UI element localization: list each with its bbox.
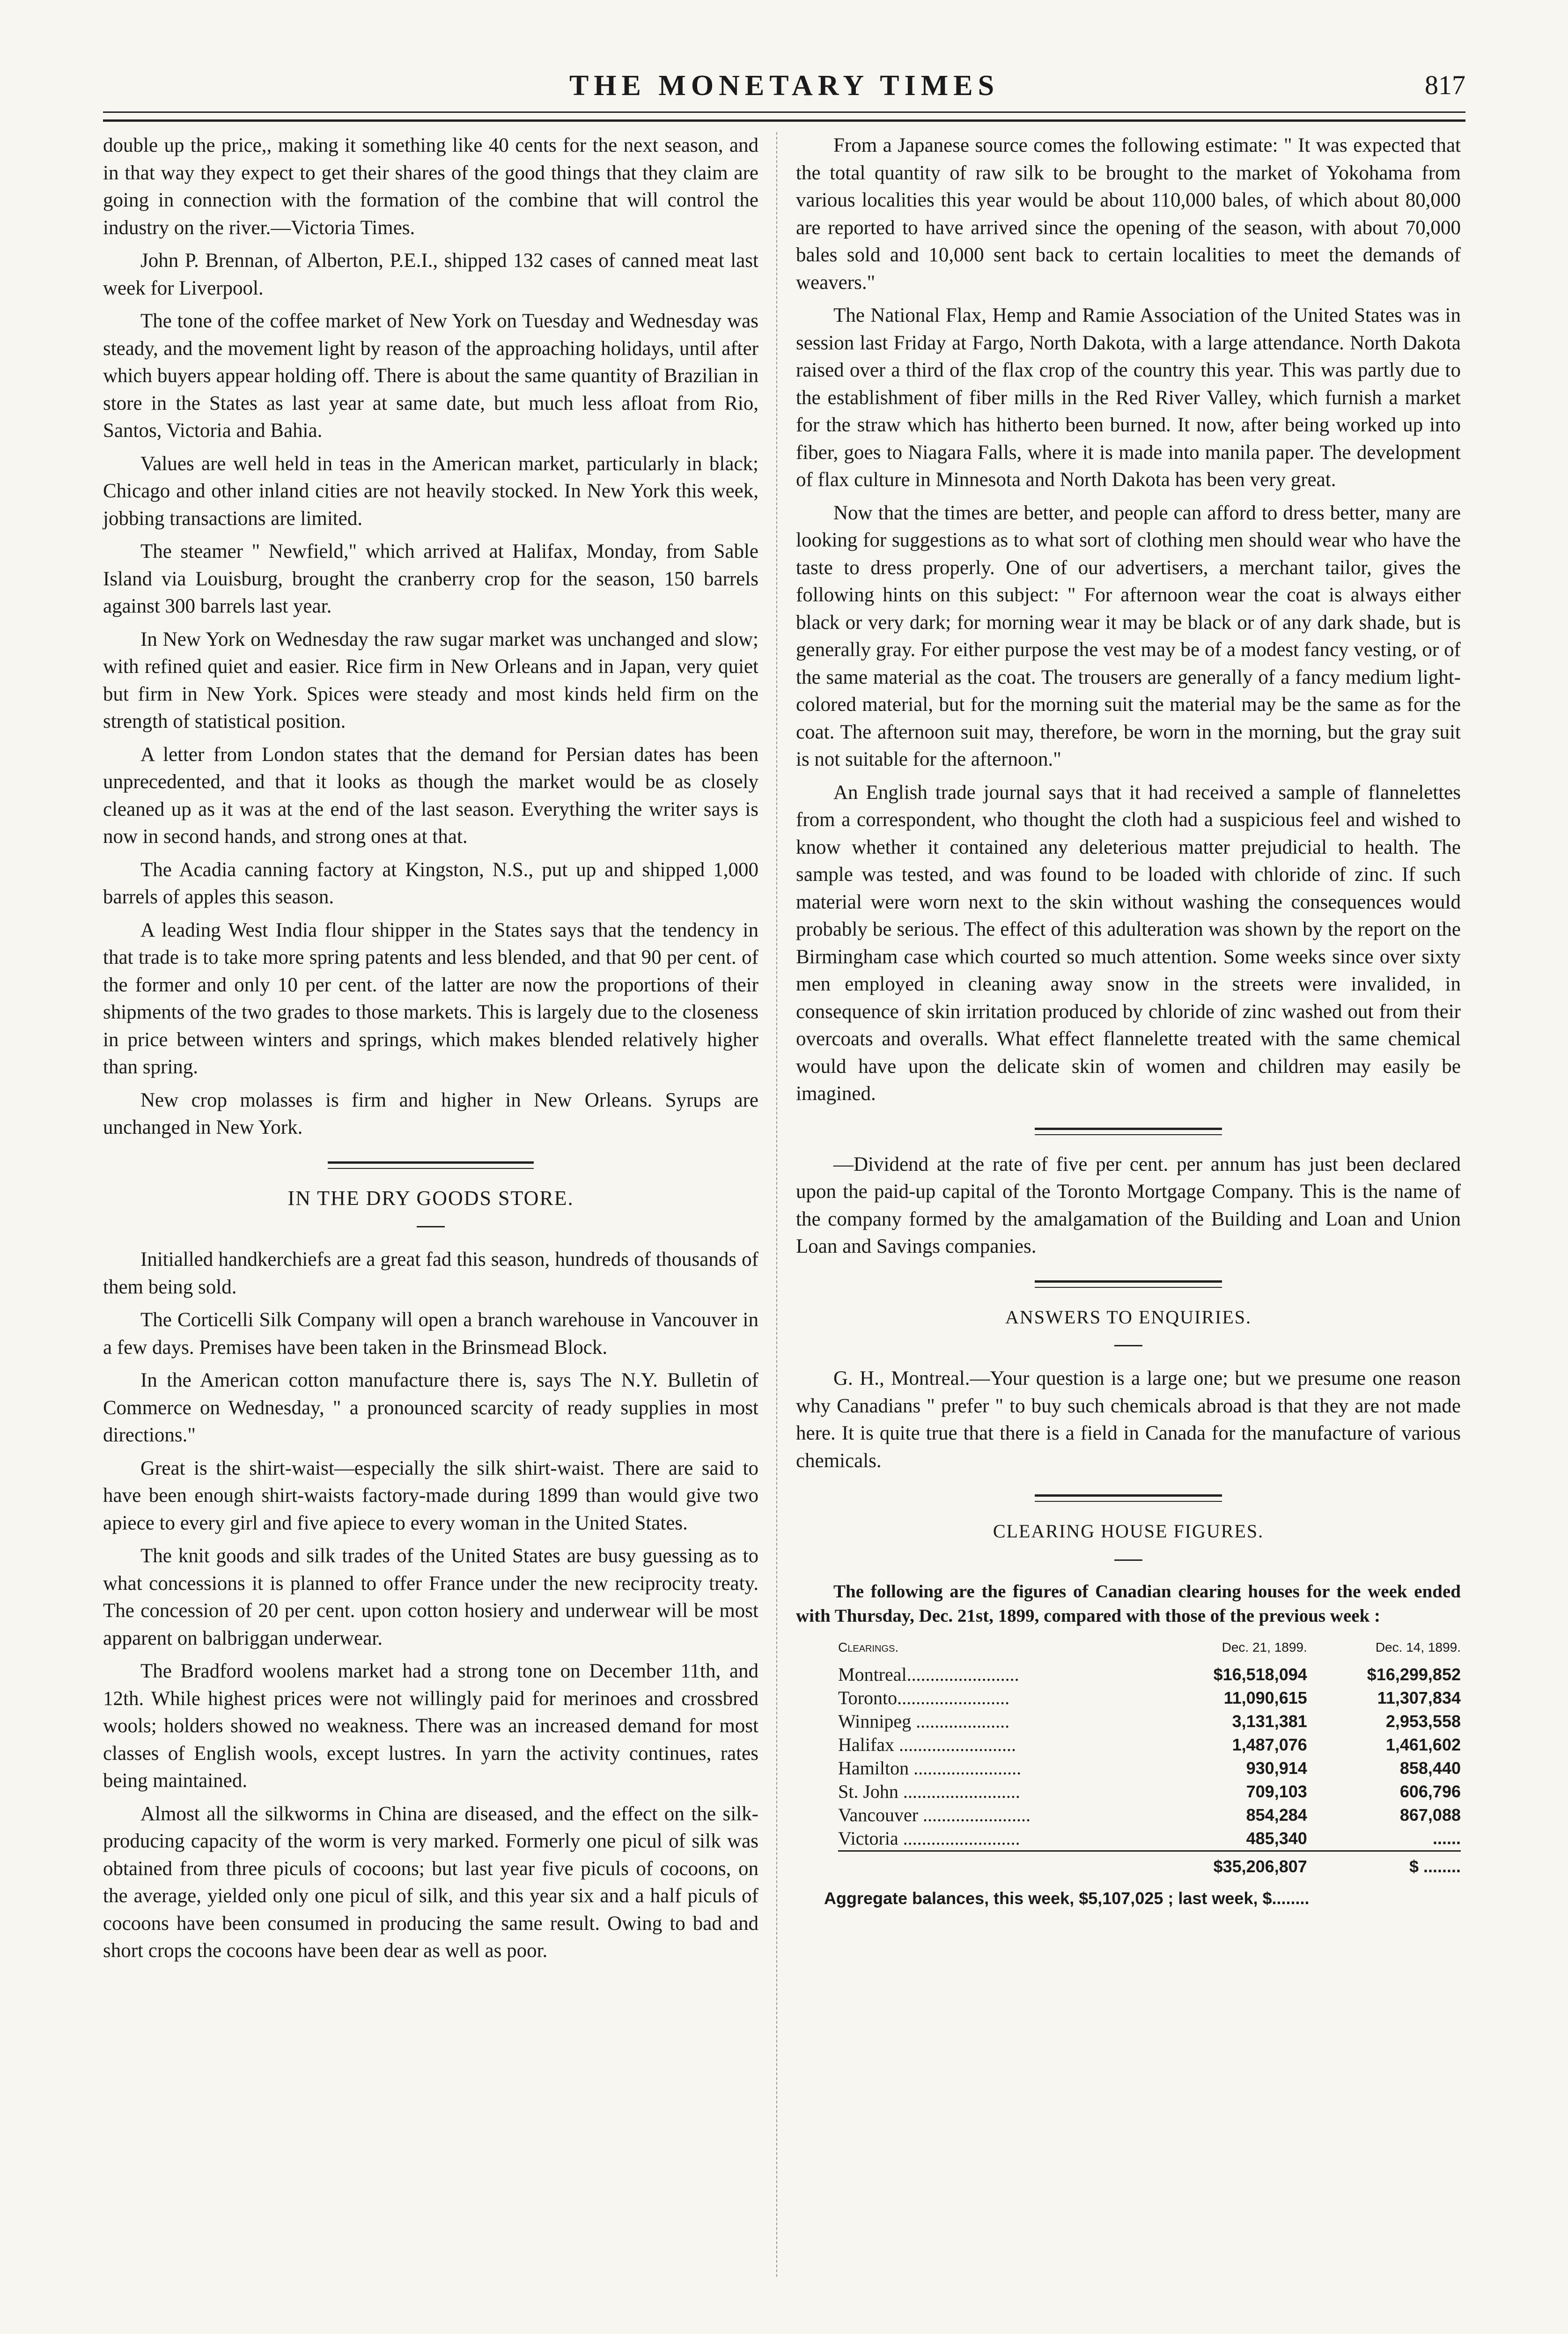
total-current: $35,206,807 <box>1154 1851 1307 1879</box>
article-paragraph: double up the price,, making it something like 40 cents for the next season, and in that way they expect to get their shares of the good things that they claim are going in connection with the formation of the combine that will control the industry on the river.—Victoria Times. <box>103 134 758 239</box>
column-divider <box>776 132 777 2277</box>
article-paragraph: A letter from London states that the demand for Persian dates has been unprecedented, and that it looks as though the market would be as closely cleaned up as it was at the end of the last season. Everything the writer says is now in second hands, and strong ones at that. <box>103 743 758 848</box>
city-name: Toronto........................ <box>838 1687 1010 1708</box>
clearing-previous: 2,953,558 <box>1385 1712 1461 1731</box>
clearing-previous: 867,088 <box>1399 1805 1461 1824</box>
clearing-previous: ...... <box>1432 1829 1461 1848</box>
dry-goods-paragraph: The Bradford woolens market had a strong tone on December 11th, and 12th. While highest prices were not willingly paid for merinoes and crossbred wools; holders showed no weakness. There was an increased demand for most classes of English wools, except lustres. In yarn the activity continues, rates being maintained. <box>103 1660 758 1792</box>
clearing-current: 930,914 <box>1246 1758 1307 1778</box>
article-paragraph: The National Flax, Hemp and Ramie Association of the United States was in session last Friday at Fargo, North Dakota, with a large attendance. North Dakota raised over a third of the flax crop of the country this year. This was partly due to the establishment of fiber mills in the Red River Valley, which furnish a market for the straw which has hitherto been burned. It now, after being worked up into fiber, goes to Niagara Falls, where it is made into manila paper. The development of flax culture in Minnesota and North Dakota has been very great. <box>796 304 1461 491</box>
clearing-current: 854,284 <box>1246 1805 1307 1824</box>
clearing-previous: 858,440 <box>1399 1758 1461 1778</box>
right-column <box>796 132 1461 1913</box>
article-paragraph: The Acadia canning factory at Kingston, N.S., put up and shipped 1,000 barrels of apples this season. <box>103 858 758 908</box>
total-label <box>838 1851 1154 1879</box>
col-header-dec14: Dec. 14, 1899. <box>1375 1640 1461 1654</box>
article-paragraph: An English trade journal says that it had received a sample of flannelettes from a correspondent, who thought the cloth had a suspicious feel and wished to know whether it contained any deleterious matter prejudicial to health. The sample was tested, and was found to be loaded with chloride of zinc. If such material were worn next to the skin without washing the consequences would probably be serious. The effect of this adulteration was shown by the report on the Birmingham case which courted so much attention. Some weeks since over sixty men employed in cleaning away snow in the streets were invalided, in consequence of skin irritation produced by chloride of zinc washed out from their overcoats and overalls. What effect flannelette treated with the same chemical would have upon the delicate skin of women and children may easily be imagined. <box>796 781 1461 1105</box>
masthead-rule <box>103 111 1465 122</box>
table-row <box>838 1710 1461 1733</box>
dry-goods-heading: IN THE DRY GOODS STORE. <box>287 1186 574 1210</box>
section-separator <box>328 1161 534 1169</box>
section-separator <box>1035 1280 1222 1288</box>
heading-underline <box>1114 1345 1142 1346</box>
col-header-dec21: Dec. 21, 1899. <box>1222 1640 1307 1654</box>
dry-goods-paragraph: In the American cotton manufacture there is, says The N.Y. Bulletin of Commerce on Wednesday, " a pronounced scarcity of ready supplies in most directions." <box>103 1369 758 1446</box>
city-name: Montreal........................ <box>838 1664 1019 1685</box>
clearing-previous: $16,299,852 <box>1367 1665 1461 1684</box>
city-name: Vancouver ....................... <box>838 1804 1031 1825</box>
article-paragraph: A leading West India flour shipper in the States says that the tendency in that trade is to take more spring patents and less blended, and that 90 per cent. of the former and only 10 per cent. of the latter are now the proportions of their shipments of the two grades to those markets. This is largely due to the closeness in price between winters and springs, which makes blended relatively higher than spring. <box>103 919 758 1078</box>
table-row <box>838 1757 1461 1780</box>
clearing-current: 485,340 <box>1246 1829 1307 1848</box>
city-name: St. John ......................... <box>838 1781 1020 1802</box>
dry-goods-paragraph: The Corticelli Silk Company will open a branch warehouse in Vancouver in a few days. Premises have been taken in the Brinsmead Block. <box>103 1309 758 1359</box>
city-name: Hamilton ....................... <box>838 1758 1022 1779</box>
masthead-title: THE MONETARY TIMES <box>569 70 1000 102</box>
clearing-current: 3,131,381 <box>1232 1712 1307 1731</box>
dry-goods-paragraph: Almost all the silkworms in China are diseased, and the effect on the silk-producing capacity of the worm is very marked. Formerly one picul of silk was obtained from three piculs of cocoons; but last year five piculs of cocoons, on the average, yielded only one picul of silk, and this year six and a half piculs of cocoons have been consumed in producing the same result. Owing to bad and short crops the cocoons have been dear as well as poor. <box>103 1802 758 1962</box>
city-name: Halifax ......................... <box>838 1734 1016 1755</box>
article-paragraph: Values are well held in teas in the American market, particularly in black; Chicago and other inland cities are not heavily stocked. In New York this week, jobbing transactions are limited. <box>103 452 758 530</box>
table-row <box>838 1663 1461 1686</box>
table-row <box>838 1686 1461 1710</box>
article-paragraph: From a Japanese source comes the following estimate: " It was expected that the total quantity of raw silk to be brought to the market of Yokohama from various localities this year would be about 110,000 bales, of which about 80,000 are reported to have arrived since the opening of the season, with about 70,000 bales sold and 10,000 sent back to certain localities to meet the demands of weavers." <box>796 134 1461 294</box>
article-paragraph: New crop molasses is firm and higher in New Orleans. Syrups are unchanged in New York. <box>103 1089 758 1138</box>
heading-underline <box>417 1226 445 1227</box>
page-number: 817 <box>1425 70 1465 100</box>
table-row <box>838 1780 1461 1803</box>
answers-heading: ANSWERS TO ENQUIRIES. <box>1005 1306 1252 1328</box>
clearing-intro: The following are the figures of Canadian clearing houses for the week ended with Thursday, Dec. 21st, 1899, compared with those of the previous week : <box>796 1581 1461 1626</box>
masthead <box>103 69 1465 107</box>
clearing-heading: CLEARING HOUSE FIGURES. <box>993 1521 1264 1542</box>
clearing-current: $16,518,094 <box>1213 1665 1307 1684</box>
article-paragraph: The tone of the coffee market of New York on Tuesday and Wednesday was steady, and the movement light by reason of the approaching holidays, until after which buyers appear holding off. There is about the same quantity of Brazilian in store in the States as last year at same date, but much less afloat from Rio, Santos, Victoria and Bahia. <box>103 310 758 442</box>
city-name: Winnipeg .................... <box>838 1711 1010 1732</box>
total-previous: $ ........ <box>1307 1851 1461 1879</box>
col-header-clearings: Clearings. <box>838 1640 899 1654</box>
clearing-previous: 1,461,602 <box>1385 1735 1461 1754</box>
clearing-current: 11,090,615 <box>1223 1688 1307 1707</box>
clearing-previous: 606,796 <box>1399 1782 1461 1801</box>
clearing-current: 1,487,076 <box>1232 1735 1307 1754</box>
section-separator <box>1035 1128 1222 1135</box>
city-name: Victoria ......................... <box>838 1828 1020 1849</box>
clearing-table <box>838 1634 1461 1879</box>
left-column <box>103 132 758 1971</box>
dry-goods-paragraph: Initialled handkerchiefs are a great fad this season, hundreds of thousands of them being sold. <box>103 1248 758 1298</box>
table-row <box>838 1827 1461 1851</box>
dry-goods-paragraph: Great is the shirt-waist—especially the silk shirt-waist. There are said to have been enough shirt-waists factory-made during 1899 than would give two apiece to every girl and five apiece to every woman in the United States. <box>103 1457 758 1534</box>
aggregate-balances: Aggregate balances, this week, $5,107,025 ; last week, $........ <box>824 1889 1310 1908</box>
article-paragraph: The steamer " Newfield," which arrived at Halifax, Monday, from Sable Island via Louisburg, brought the cranberry crop for the season, 150 barrels against 300 barrels last year. <box>103 540 758 617</box>
table-row <box>838 1803 1461 1827</box>
answers-text: G. H., Montreal.—Your question is a large one; but we presume one reason why Canadians " prefer " to buy such chemicals abroad is that they are not made here. It is quite true that there is a field in Canada for the manufacture of various chemicals. <box>796 1367 1461 1472</box>
clearing-current: 709,103 <box>1246 1782 1307 1801</box>
total-row <box>838 1851 1461 1879</box>
heading-underline <box>1114 1559 1142 1561</box>
clearing-previous: 11,307,834 <box>1377 1688 1461 1707</box>
table-header-row <box>838 1634 1461 1663</box>
article-paragraph: John P. Brennan, of Alberton, P.E.I., shipped 132 cases of canned meat last week for Liverpool. <box>103 250 758 299</box>
article-paragraph: Now that the times are better, and people can afford to dress better, many are looking for suggestions as to what sort of clothing men should wear who have the taste to dress properly. One of our advertisers, a merchant tailor, gives the following hints on this subject: " For afternoon wear the coat is always either black or very dark; for morning wear it may be black or of any dark shade, but is generally gray. For either purpose the vest may be of a modest fancy vesting, or of the same material as the coat. The trousers are generally of a fancy medium light-colored material, but for the morning suit the material may be the same as for the coat. The afternoon suit may, therefore, be worn in the morning, but the gray suit is not suitable for the afternoon." <box>796 502 1461 770</box>
dividend-notice: —Dividend at the rate of five per cent. per annum has just been declared upon the paid-up capital of the Toronto Mortgage Company. This is the name of the company formed by the amalgamation of the Building and Loan and Union Loan and Savings companies. <box>796 1153 1461 1257</box>
article-paragraph: In New York on Wednesday the raw sugar market was unchanged and slow; with refined quiet and easier. Rice firm in New Orleans and in Japan, very quiet but firm in New York. Spices were steady and most kinds held firm on the strength of statistical position. <box>103 628 758 732</box>
section-separator <box>1035 1494 1222 1502</box>
table-row <box>838 1733 1461 1757</box>
dry-goods-paragraph: The knit goods and silk trades of the United States are busy guessing as to what concessions it is planned to offer France under the new reciprocity treaty. The concession of 20 per cent. upon cotton hosiery and underwear will be most apparent on balbriggan underwear. <box>103 1545 758 1649</box>
